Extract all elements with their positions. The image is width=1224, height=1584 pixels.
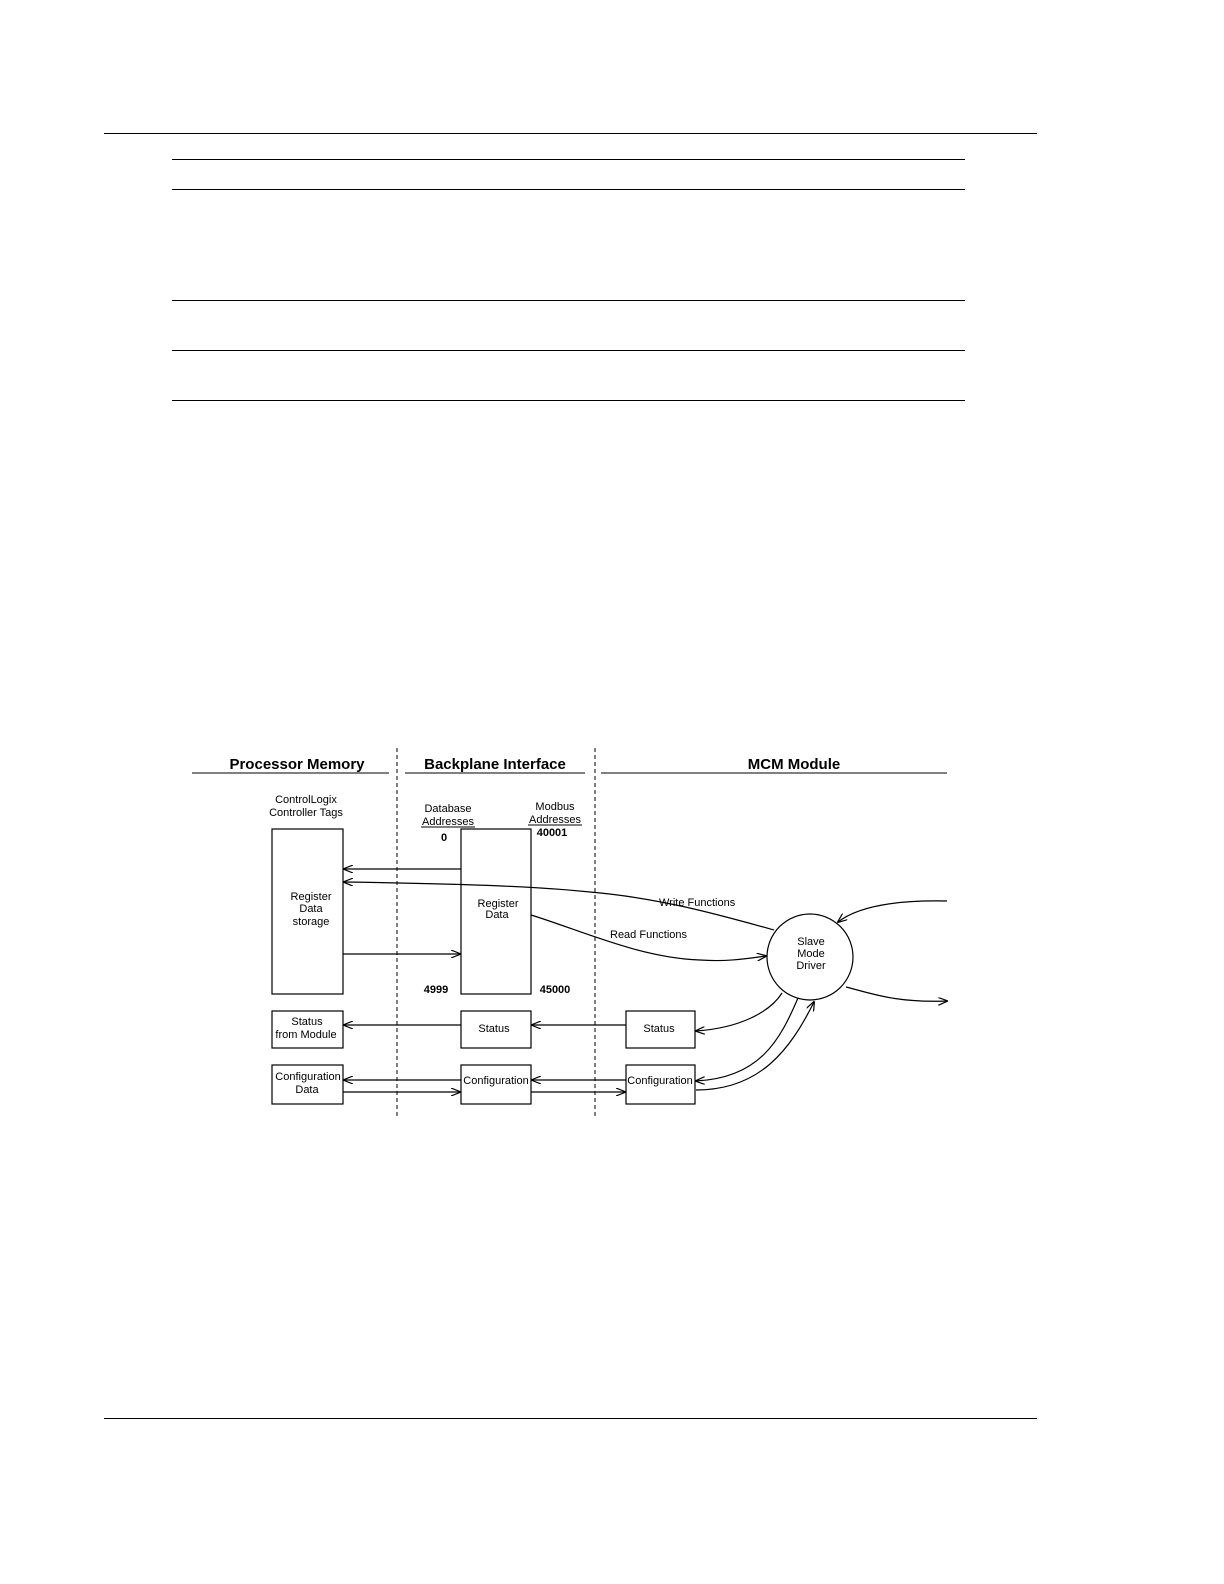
backplane-configuration-label: Configuration	[463, 1075, 529, 1087]
write-functions-label: Write Functions	[659, 897, 736, 909]
arrow-external-input	[838, 901, 947, 922]
database-start-address: 0	[440, 832, 448, 844]
backplane-status-label: Status	[478, 1023, 510, 1035]
database-end-address: 4999	[423, 984, 449, 996]
status-from-module-line2: from Module	[275, 1029, 337, 1041]
register-data-storage-line1: Register	[290, 891, 332, 903]
database-label: Database	[424, 803, 472, 815]
configuration-data-line1: Configuration	[275, 1071, 341, 1083]
status-from-module-line1: Status	[291, 1016, 323, 1028]
slave-mode-driver-line2: Mode	[797, 948, 825, 960]
slave-mode-driver-line3: Driver	[796, 960, 826, 972]
modbus-end-address: 45000	[539, 984, 571, 996]
register-data-storage-line3: storage	[292, 916, 330, 928]
arrow-external-output	[846, 987, 947, 1001]
modbus-addresses-label: Addresses	[529, 814, 581, 826]
modbus-start-address: 40001	[536, 827, 568, 839]
header-backplane-interface: Backplane Interface	[424, 756, 566, 773]
register-data-storage-line2: Data	[299, 903, 323, 915]
header-mcm-module: MCM Module	[747, 756, 841, 773]
arrow-driver-to-mcm-config	[696, 998, 798, 1081]
controller-tags-label: Controller Tags	[269, 807, 343, 819]
header-processor-memory: Processor Memory	[229, 756, 365, 773]
mcm-status-label: Status	[643, 1023, 675, 1035]
arrow-driver-to-mcm-status	[696, 993, 782, 1031]
register-data-line1: Register	[477, 898, 519, 910]
arrow-mcm-config-to-driver	[696, 1002, 814, 1090]
database-addresses-label: Addresses	[422, 816, 474, 828]
configuration-data-line2: Data	[295, 1084, 319, 1096]
mcm-configuration-label: Configuration	[627, 1075, 693, 1087]
controllogix-label: ControlLogix	[275, 794, 337, 806]
register-data-line2: Data	[485, 909, 509, 921]
read-functions-label: Read Functions	[610, 929, 688, 941]
modbus-label: Modbus	[535, 801, 575, 813]
slave-mode-driver-line1: Slave	[797, 936, 825, 948]
